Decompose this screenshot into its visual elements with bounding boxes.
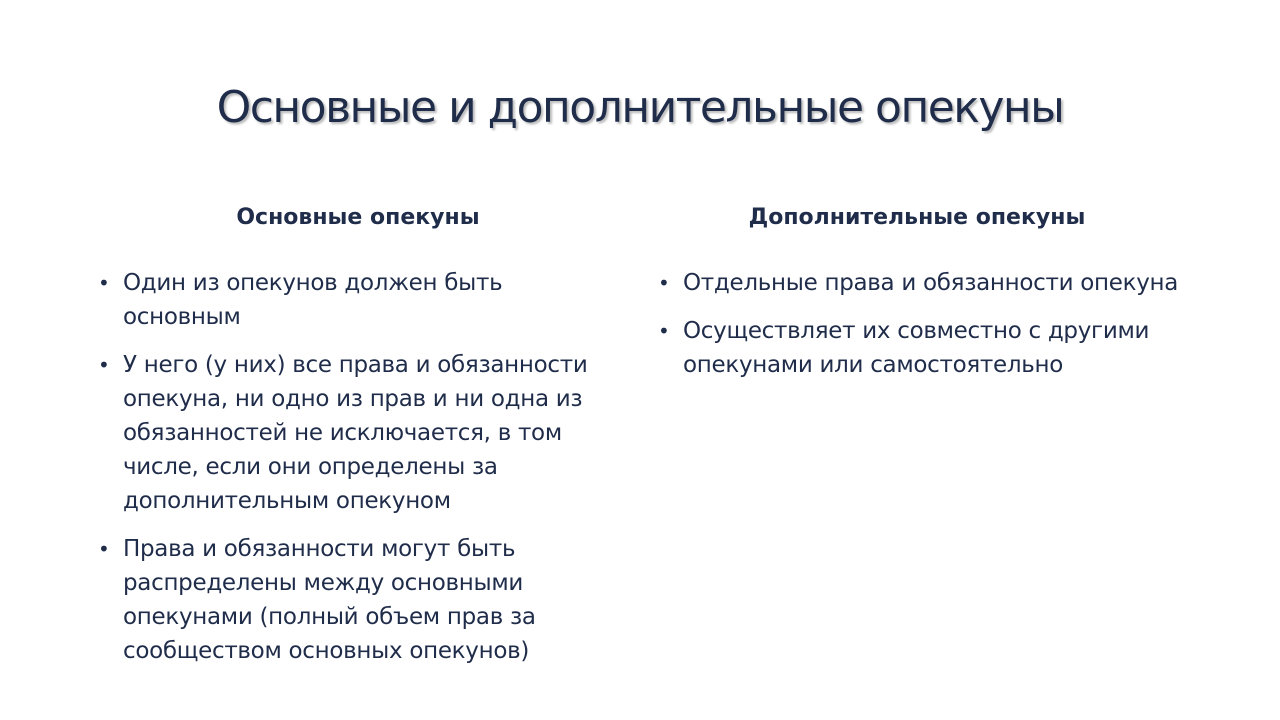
- list-item: [92, 348, 622, 518]
- slide-title: Основные и дополнительные опекуны: [216, 82, 1064, 133]
- primary-guardians-column: [92, 198, 622, 682]
- list-item: [652, 314, 1182, 382]
- list-item: [652, 266, 1182, 300]
- column-header-primary: Основные опекуны: [236, 205, 480, 230]
- bullet-dot-icon: •: [98, 271, 110, 295]
- list-item-text: Один из опекунов должен быть основным: [123, 270, 503, 330]
- column-header-additional: Дополнительные опекуны: [748, 205, 1086, 230]
- list-item-text: Осуществляет их совместно с другими опекунами или самостоятельно: [683, 318, 1150, 378]
- bullet-dot-icon: •: [98, 353, 110, 377]
- list-item: [92, 266, 622, 334]
- additional-guardians-column: [652, 198, 1182, 396]
- primary-guardians-list: [92, 266, 622, 668]
- bullet-dot-icon: •: [658, 271, 670, 295]
- list-item-text: Права и обязанности могут быть распределены между основными опекунами (полный объем прав за сообществом основных опекунов): [123, 536, 536, 664]
- additional-guardians-list: [652, 266, 1182, 382]
- bullet-dot-icon: •: [98, 537, 110, 561]
- list-item-text: Отдельные права и обязанности опекуна: [683, 270, 1179, 296]
- bullet-dot-icon: •: [658, 319, 670, 343]
- list-item-text: У него (у них) все права и обязанности опекуна, ни одно из прав и ни одна из обязанностей не исключается, в том числе, если они определены за дополнительным опекуном: [123, 352, 588, 514]
- list-item: [92, 532, 622, 668]
